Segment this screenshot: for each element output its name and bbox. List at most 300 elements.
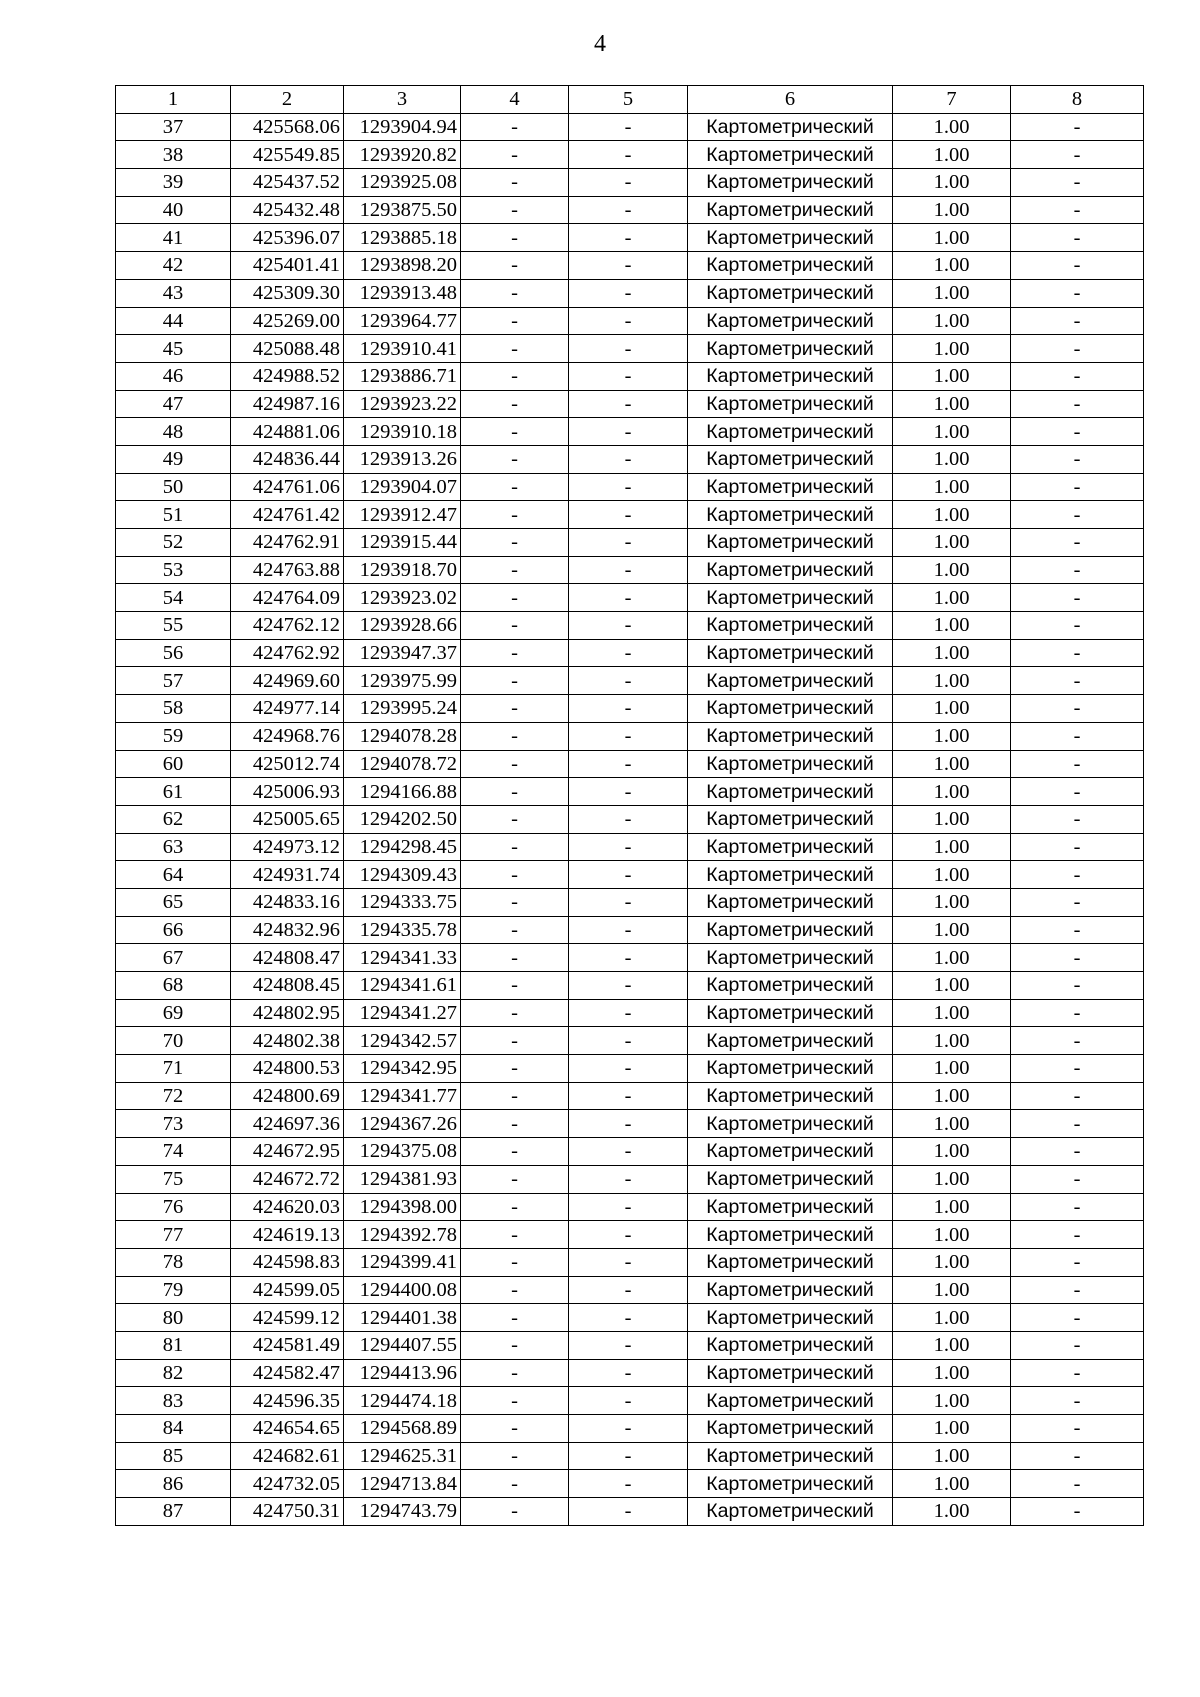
- x-coordinate-cell: 424931.74: [231, 861, 344, 889]
- method-cell: Картометрический: [688, 888, 893, 916]
- y-coordinate-cell: 1293898.20: [344, 252, 461, 280]
- method-cell: Картометрический: [688, 722, 893, 750]
- col8-cell: -: [1011, 1165, 1144, 1193]
- table-row: [116, 1415, 1144, 1443]
- method-cell: Картометрический: [688, 999, 893, 1027]
- method-cell: Картометрический: [688, 916, 893, 944]
- x-coordinate-cell: 424762.12: [231, 612, 344, 640]
- col8-cell: -: [1011, 1221, 1144, 1249]
- x-coordinate-cell: 424762.92: [231, 639, 344, 667]
- col4-cell: -: [461, 556, 569, 584]
- col5-cell: -: [569, 667, 688, 695]
- col8-cell: -: [1011, 1331, 1144, 1359]
- method-cell: Картометрический: [688, 695, 893, 723]
- col5-cell: -: [569, 999, 688, 1027]
- method-cell: Картометрический: [688, 196, 893, 224]
- x-coordinate-cell: 424800.69: [231, 1082, 344, 1110]
- accuracy-cell: 1.00: [893, 224, 1011, 252]
- table-row: [116, 1110, 1144, 1138]
- accuracy-cell: 1.00: [893, 750, 1011, 778]
- col8-cell: -: [1011, 833, 1144, 861]
- accuracy-cell: 1.00: [893, 1055, 1011, 1083]
- x-coordinate-cell: 425437.52: [231, 169, 344, 197]
- table-row: [116, 252, 1144, 280]
- table-row: [116, 833, 1144, 861]
- y-coordinate-cell: 1294298.45: [344, 833, 461, 861]
- accuracy-cell: 1.00: [893, 1498, 1011, 1526]
- table-row: [116, 722, 1144, 750]
- method-cell: Картометрический: [688, 1027, 893, 1055]
- x-coordinate-cell: 424987.16: [231, 390, 344, 418]
- point-number-cell: 57: [116, 667, 231, 695]
- y-coordinate-cell: 1294342.95: [344, 1055, 461, 1083]
- point-number-cell: 59: [116, 722, 231, 750]
- table-header-row: [116, 86, 1144, 114]
- col4-cell: -: [461, 1221, 569, 1249]
- table-body: [116, 113, 1144, 1525]
- table-row: [116, 861, 1144, 889]
- col8-cell: -: [1011, 1110, 1144, 1138]
- y-coordinate-cell: 1293886.71: [344, 362, 461, 390]
- col8-cell: -: [1011, 113, 1144, 141]
- col5-cell: -: [569, 722, 688, 750]
- col4-cell: -: [461, 1387, 569, 1415]
- point-number-cell: 46: [116, 362, 231, 390]
- accuracy-cell: 1.00: [893, 1276, 1011, 1304]
- y-coordinate-cell: 1294341.61: [344, 972, 461, 1000]
- y-coordinate-cell: 1294166.88: [344, 778, 461, 806]
- point-number-cell: 75: [116, 1165, 231, 1193]
- col8-cell: -: [1011, 999, 1144, 1027]
- col4-cell: -: [461, 1110, 569, 1138]
- col8-cell: -: [1011, 473, 1144, 501]
- col4-cell: -: [461, 944, 569, 972]
- y-coordinate-cell: 1294401.38: [344, 1304, 461, 1332]
- method-cell: Картометрический: [688, 833, 893, 861]
- point-number-cell: 74: [116, 1138, 231, 1166]
- table-row: [116, 1387, 1144, 1415]
- accuracy-cell: 1.00: [893, 1193, 1011, 1221]
- point-number-cell: 44: [116, 307, 231, 335]
- col4-cell: -: [461, 307, 569, 335]
- point-number-cell: 85: [116, 1442, 231, 1470]
- col4-cell: -: [461, 1027, 569, 1055]
- x-coordinate-cell: 424750.31: [231, 1498, 344, 1526]
- col8-cell: -: [1011, 445, 1144, 473]
- method-cell: Картометрический: [688, 750, 893, 778]
- y-coordinate-cell: 1294381.93: [344, 1165, 461, 1193]
- accuracy-cell: 1.00: [893, 722, 1011, 750]
- method-cell: Картометрический: [688, 1248, 893, 1276]
- point-number-cell: 63: [116, 833, 231, 861]
- col5-cell: -: [569, 1470, 688, 1498]
- accuracy-cell: 1.00: [893, 1415, 1011, 1443]
- accuracy-cell: 1.00: [893, 612, 1011, 640]
- col4-cell: -: [461, 1304, 569, 1332]
- x-coordinate-cell: 424881.06: [231, 418, 344, 446]
- col5-cell: -: [569, 196, 688, 224]
- point-number-cell: 72: [116, 1082, 231, 1110]
- col5-cell: -: [569, 1276, 688, 1304]
- y-coordinate-cell: 1294341.33: [344, 944, 461, 972]
- accuracy-cell: 1.00: [893, 1248, 1011, 1276]
- x-coordinate-cell: 424988.52: [231, 362, 344, 390]
- point-number-cell: 71: [116, 1055, 231, 1083]
- point-number-cell: 50: [116, 473, 231, 501]
- accuracy-cell: 1.00: [893, 888, 1011, 916]
- point-number-cell: 65: [116, 888, 231, 916]
- point-number-cell: 81: [116, 1331, 231, 1359]
- y-coordinate-cell: 1294078.28: [344, 722, 461, 750]
- x-coordinate-cell: 425568.06: [231, 113, 344, 141]
- table-row: [116, 805, 1144, 833]
- x-coordinate-cell: 424672.72: [231, 1165, 344, 1193]
- method-cell: Картометрический: [688, 473, 893, 501]
- y-coordinate-cell: 1294367.26: [344, 1110, 461, 1138]
- point-number-cell: 55: [116, 612, 231, 640]
- table-row: [116, 695, 1144, 723]
- accuracy-cell: 1.00: [893, 390, 1011, 418]
- col4-cell: -: [461, 778, 569, 806]
- table-row: [116, 972, 1144, 1000]
- point-number-cell: 66: [116, 916, 231, 944]
- col4-cell: -: [461, 695, 569, 723]
- col4-cell: -: [461, 529, 569, 557]
- x-coordinate-cell: 425269.00: [231, 307, 344, 335]
- method-cell: Картометрический: [688, 335, 893, 363]
- table-row: [116, 1138, 1144, 1166]
- table-row: [116, 196, 1144, 224]
- col8-cell: -: [1011, 944, 1144, 972]
- point-number-cell: 78: [116, 1248, 231, 1276]
- col8-cell: -: [1011, 307, 1144, 335]
- accuracy-cell: 1.00: [893, 944, 1011, 972]
- x-coordinate-cell: 425088.48: [231, 335, 344, 363]
- point-number-cell: 83: [116, 1387, 231, 1415]
- col8-cell: -: [1011, 1193, 1144, 1221]
- x-coordinate-cell: 424599.05: [231, 1276, 344, 1304]
- col4-cell: -: [461, 445, 569, 473]
- col8-cell: -: [1011, 252, 1144, 280]
- method-cell: Картометрический: [688, 1387, 893, 1415]
- method-cell: Картометрический: [688, 445, 893, 473]
- col5-cell: -: [569, 584, 688, 612]
- point-number-cell: 49: [116, 445, 231, 473]
- col4-cell: -: [461, 1470, 569, 1498]
- col8-cell: -: [1011, 861, 1144, 889]
- method-cell: Картометрический: [688, 1193, 893, 1221]
- accuracy-cell: 1.00: [893, 1387, 1011, 1415]
- col4-cell: -: [461, 501, 569, 529]
- col8-cell: -: [1011, 141, 1144, 169]
- y-coordinate-cell: 1294341.77: [344, 1082, 461, 1110]
- method-cell: Картометрический: [688, 556, 893, 584]
- col5-cell: -: [569, 1110, 688, 1138]
- col5-cell: -: [569, 113, 688, 141]
- table-row: [116, 307, 1144, 335]
- y-coordinate-cell: 1293913.48: [344, 279, 461, 307]
- accuracy-cell: 1.00: [893, 445, 1011, 473]
- point-number-cell: 87: [116, 1498, 231, 1526]
- col5-cell: -: [569, 279, 688, 307]
- point-number-cell: 43: [116, 279, 231, 307]
- point-number-cell: 58: [116, 695, 231, 723]
- col4-cell: -: [461, 861, 569, 889]
- x-coordinate-cell: 425401.41: [231, 252, 344, 280]
- col5-cell: -: [569, 1165, 688, 1193]
- method-cell: Картометрический: [688, 307, 893, 335]
- table-row: [116, 418, 1144, 446]
- col4-cell: -: [461, 1359, 569, 1387]
- col5-cell: -: [569, 529, 688, 557]
- col4-cell: -: [461, 1415, 569, 1443]
- method-cell: Картометрический: [688, 529, 893, 557]
- col4-cell: -: [461, 612, 569, 640]
- y-coordinate-cell: 1293910.41: [344, 335, 461, 363]
- col8-cell: -: [1011, 1498, 1144, 1526]
- col8-cell: -: [1011, 639, 1144, 667]
- col5-cell: -: [569, 1415, 688, 1443]
- table-row: [116, 224, 1144, 252]
- point-number-cell: 48: [116, 418, 231, 446]
- col4-cell: -: [461, 390, 569, 418]
- accuracy-cell: 1.00: [893, 473, 1011, 501]
- col8-cell: -: [1011, 778, 1144, 806]
- y-coordinate-cell: 1294474.18: [344, 1387, 461, 1415]
- point-number-cell: 77: [116, 1221, 231, 1249]
- col8-cell: -: [1011, 529, 1144, 557]
- accuracy-cell: 1.00: [893, 972, 1011, 1000]
- y-coordinate-cell: 1293947.37: [344, 639, 461, 667]
- col5-cell: -: [569, 1387, 688, 1415]
- y-coordinate-cell: 1294398.00: [344, 1193, 461, 1221]
- accuracy-cell: 1.00: [893, 667, 1011, 695]
- column-header: 4: [461, 86, 569, 114]
- y-coordinate-cell: 1293910.18: [344, 418, 461, 446]
- accuracy-cell: 1.00: [893, 362, 1011, 390]
- coordinates-table: [115, 85, 1144, 1526]
- col5-cell: -: [569, 362, 688, 390]
- col4-cell: -: [461, 639, 569, 667]
- table-row: [116, 1055, 1144, 1083]
- table-row: [116, 1165, 1144, 1193]
- col4-cell: -: [461, 224, 569, 252]
- table-row: [116, 584, 1144, 612]
- col8-cell: -: [1011, 169, 1144, 197]
- table-row: [116, 1276, 1144, 1304]
- col5-cell: -: [569, 141, 688, 169]
- y-coordinate-cell: 1294375.08: [344, 1138, 461, 1166]
- method-cell: Картометрический: [688, 1055, 893, 1083]
- point-number-cell: 42: [116, 252, 231, 280]
- table-row: [116, 1082, 1144, 1110]
- col8-cell: -: [1011, 972, 1144, 1000]
- method-cell: Картометрический: [688, 861, 893, 889]
- table-row: [116, 778, 1144, 806]
- method-cell: Картометрический: [688, 805, 893, 833]
- method-cell: Картометрический: [688, 584, 893, 612]
- accuracy-cell: 1.00: [893, 584, 1011, 612]
- point-number-cell: 73: [116, 1110, 231, 1138]
- accuracy-cell: 1.00: [893, 861, 1011, 889]
- accuracy-cell: 1.00: [893, 169, 1011, 197]
- col8-cell: -: [1011, 916, 1144, 944]
- x-coordinate-cell: 424599.12: [231, 1304, 344, 1332]
- col4-cell: -: [461, 833, 569, 861]
- y-coordinate-cell: 1293995.24: [344, 695, 461, 723]
- x-coordinate-cell: 424697.36: [231, 1110, 344, 1138]
- col8-cell: -: [1011, 501, 1144, 529]
- accuracy-cell: 1.00: [893, 1331, 1011, 1359]
- x-coordinate-cell: 424654.65: [231, 1415, 344, 1443]
- col4-cell: -: [461, 999, 569, 1027]
- y-coordinate-cell: 1293875.50: [344, 196, 461, 224]
- col8-cell: -: [1011, 1248, 1144, 1276]
- point-number-cell: 64: [116, 861, 231, 889]
- col4-cell: -: [461, 805, 569, 833]
- point-number-cell: 41: [116, 224, 231, 252]
- point-number-cell: 68: [116, 972, 231, 1000]
- y-coordinate-cell: 1293912.47: [344, 501, 461, 529]
- point-number-cell: 56: [116, 639, 231, 667]
- x-coordinate-cell: 424761.06: [231, 473, 344, 501]
- col8-cell: -: [1011, 805, 1144, 833]
- col8-cell: -: [1011, 1387, 1144, 1415]
- table-row: [116, 1304, 1144, 1332]
- col4-cell: -: [461, 1498, 569, 1526]
- column-header: 5: [569, 86, 688, 114]
- point-number-cell: 37: [116, 113, 231, 141]
- accuracy-cell: 1.00: [893, 1110, 1011, 1138]
- point-number-cell: 76: [116, 1193, 231, 1221]
- x-coordinate-cell: 424732.05: [231, 1470, 344, 1498]
- col4-cell: -: [461, 1193, 569, 1221]
- accuracy-cell: 1.00: [893, 1082, 1011, 1110]
- col8-cell: -: [1011, 1138, 1144, 1166]
- accuracy-cell: 1.00: [893, 1304, 1011, 1332]
- col4-cell: -: [461, 1138, 569, 1166]
- point-number-cell: 39: [116, 169, 231, 197]
- point-number-cell: 47: [116, 390, 231, 418]
- x-coordinate-cell: 424968.76: [231, 722, 344, 750]
- col5-cell: -: [569, 390, 688, 418]
- method-cell: Картометрический: [688, 390, 893, 418]
- col5-cell: -: [569, 1193, 688, 1221]
- table-row: [116, 501, 1144, 529]
- col5-cell: -: [569, 501, 688, 529]
- accuracy-cell: 1.00: [893, 529, 1011, 557]
- col5-cell: -: [569, 1498, 688, 1526]
- y-coordinate-cell: 1294399.41: [344, 1248, 461, 1276]
- table-row: [116, 529, 1144, 557]
- table-row: [116, 1193, 1144, 1221]
- x-coordinate-cell: 424969.60: [231, 667, 344, 695]
- accuracy-cell: 1.00: [893, 113, 1011, 141]
- accuracy-cell: 1.00: [893, 141, 1011, 169]
- col8-cell: -: [1011, 1442, 1144, 1470]
- method-cell: Картометрический: [688, 1470, 893, 1498]
- table-row: [116, 279, 1144, 307]
- method-cell: Картометрический: [688, 1110, 893, 1138]
- table-row: [116, 916, 1144, 944]
- col5-cell: -: [569, 224, 688, 252]
- col4-cell: -: [461, 1442, 569, 1470]
- y-coordinate-cell: 1293964.77: [344, 307, 461, 335]
- table-row: [116, 750, 1144, 778]
- y-coordinate-cell: 1294413.96: [344, 1359, 461, 1387]
- x-coordinate-cell: 424802.38: [231, 1027, 344, 1055]
- method-cell: Картометрический: [688, 1304, 893, 1332]
- table-row: [116, 1359, 1144, 1387]
- x-coordinate-cell: 424832.96: [231, 916, 344, 944]
- method-cell: Картометрический: [688, 1165, 893, 1193]
- accuracy-cell: 1.00: [893, 307, 1011, 335]
- col5-cell: -: [569, 335, 688, 363]
- y-coordinate-cell: 1294335.78: [344, 916, 461, 944]
- table-row: [116, 113, 1144, 141]
- col5-cell: -: [569, 695, 688, 723]
- col4-cell: -: [461, 584, 569, 612]
- point-number-cell: 60: [116, 750, 231, 778]
- col5-cell: -: [569, 833, 688, 861]
- point-number-cell: 86: [116, 1470, 231, 1498]
- table-row: [116, 169, 1144, 197]
- col5-cell: -: [569, 944, 688, 972]
- method-cell: Картометрический: [688, 639, 893, 667]
- table-row: [116, 390, 1144, 418]
- method-cell: Картометрический: [688, 224, 893, 252]
- page-number: 4: [594, 31, 606, 57]
- method-cell: Картометрический: [688, 362, 893, 390]
- table-row: [116, 1027, 1144, 1055]
- col5-cell: -: [569, 750, 688, 778]
- method-cell: Картометрический: [688, 501, 893, 529]
- x-coordinate-cell: 424802.95: [231, 999, 344, 1027]
- method-cell: Картометрический: [688, 113, 893, 141]
- column-header: 7: [893, 86, 1011, 114]
- accuracy-cell: 1.00: [893, 279, 1011, 307]
- point-number-cell: 67: [116, 944, 231, 972]
- col8-cell: -: [1011, 612, 1144, 640]
- col8-cell: -: [1011, 556, 1144, 584]
- x-coordinate-cell: 424598.83: [231, 1248, 344, 1276]
- table-row: [116, 667, 1144, 695]
- col5-cell: -: [569, 1138, 688, 1166]
- y-coordinate-cell: 1293885.18: [344, 224, 461, 252]
- table-row: [116, 1331, 1144, 1359]
- point-number-cell: 61: [116, 778, 231, 806]
- accuracy-cell: 1.00: [893, 501, 1011, 529]
- y-coordinate-cell: 1294400.08: [344, 1276, 461, 1304]
- accuracy-cell: 1.00: [893, 916, 1011, 944]
- x-coordinate-cell: 424582.47: [231, 1359, 344, 1387]
- col5-cell: -: [569, 1442, 688, 1470]
- accuracy-cell: 1.00: [893, 1359, 1011, 1387]
- x-coordinate-cell: 425549.85: [231, 141, 344, 169]
- x-coordinate-cell: 424763.88: [231, 556, 344, 584]
- y-coordinate-cell: 1294713.84: [344, 1470, 461, 1498]
- accuracy-cell: 1.00: [893, 1470, 1011, 1498]
- point-number-cell: 62: [116, 805, 231, 833]
- point-number-cell: 79: [116, 1276, 231, 1304]
- accuracy-cell: 1.00: [893, 778, 1011, 806]
- x-coordinate-cell: 425005.65: [231, 805, 344, 833]
- y-coordinate-cell: 1294078.72: [344, 750, 461, 778]
- y-coordinate-cell: 1293923.22: [344, 390, 461, 418]
- col4-cell: -: [461, 750, 569, 778]
- col8-cell: -: [1011, 1415, 1144, 1443]
- x-coordinate-cell: 424833.16: [231, 888, 344, 916]
